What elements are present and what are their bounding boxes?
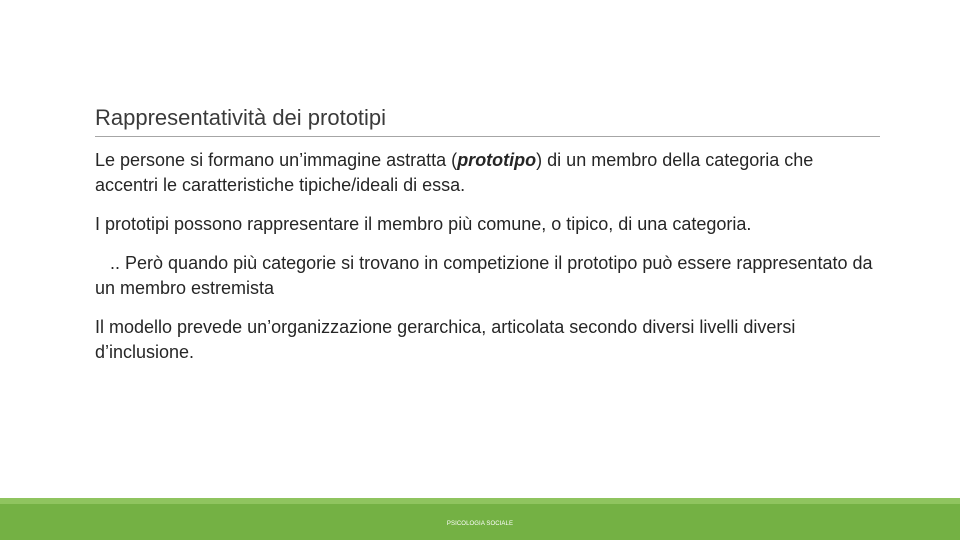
footer-label: PSICOLOGIA SOCIALE <box>446 521 514 527</box>
slide-title: Rappresentatività dei prototipi <box>95 105 387 130</box>
footer-band <box>0 498 960 540</box>
paragraph-text: Le persone si formano un’immagine astratta ( <box>95 150 458 170</box>
slide-body <box>95 148 878 379</box>
paragraph-prototype-extremist: .. Però quando più categorie si trovano in competizione il prototipo può essere rappresentato da un membro estremista <box>95 253 878 298</box>
paragraph-prototype-definition <box>95 148 875 198</box>
emphasis-term: prototipo <box>457 150 537 170</box>
paragraph-hierarchical-model: Il modello prevede un’organizzazione gerarchica, articolata secondo diversi livelli diversi d’inclusione. <box>95 317 796 362</box>
paragraph-prototype-common: I prototipi possono rappresentare il membro più comune, o tipico, di una categoria. <box>95 214 752 234</box>
title-divider <box>95 136 880 137</box>
footer-accent-strip <box>0 498 960 504</box>
paragraph-text: ) di un membro della categoria che accentri le caratteristiche tipiche/ideali di essa. <box>95 150 814 195</box>
